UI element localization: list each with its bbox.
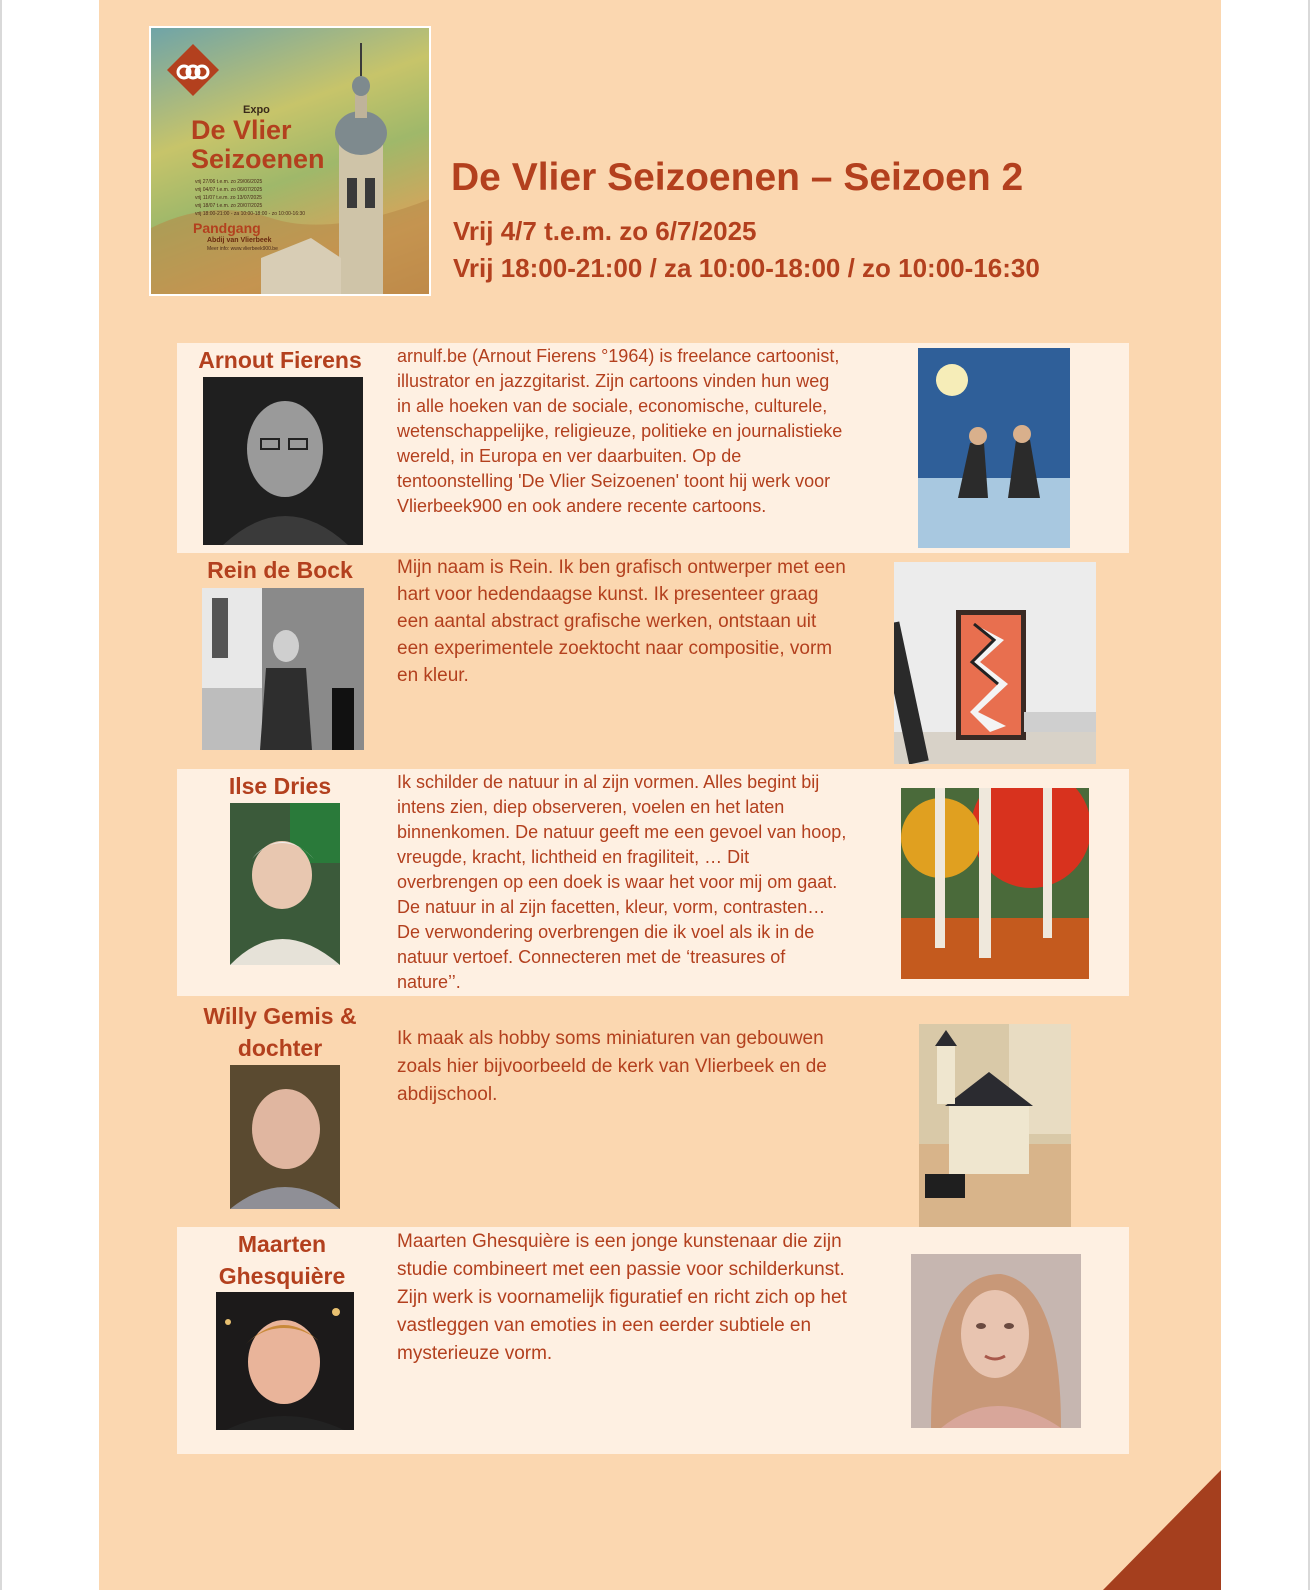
artist-bio: Ik maak als hobby soms miniaturen van gebouwen zoals hier bijvoorbeeld de kerk van Vlierbeek en de abdijschool.	[397, 1028, 827, 1105]
event-dates: Vrij 4/7 t.e.m. zo 6/7/2025	[453, 216, 757, 246]
artist-name: Willy Gemis & dochter	[203, 1003, 357, 1061]
artwork-portrait-painting	[911, 1254, 1081, 1428]
artist-name: Ilse Dries	[228, 773, 332, 799]
poster-venue: Pandgang	[193, 220, 261, 236]
corner-accent	[1103, 1470, 1221, 1590]
poster-title: De Vlier Seizoenen	[191, 115, 325, 174]
expo-poster	[149, 26, 431, 296]
artwork-cartoon	[918, 348, 1070, 548]
artwork-abstract	[894, 562, 1096, 764]
flyer-page	[99, 0, 1221, 1590]
artist-portrait	[230, 803, 340, 965]
poster-expo-label: Expo	[243, 104, 270, 116]
page-title: De Vlier Seizoenen – Seizoen 2	[451, 156, 1024, 199]
artist-bio: arnulf.be (Arnout Fierens °1964) is freelance cartoonist, illustrator en jazzgitarist. Zijn cartoons vinden hun weg in alle hoeken van de sociale, economische, culturele, wetenschappelijke, religieuze, politieke en journalistieke wereld, in Europa en ver daarbuiten. Op de tentoonstelling 'De Vlier Seizoenen' toont hij werk voor Vlierbeek900 en ook andere recente cartoons.	[397, 346, 843, 516]
artist-portrait	[202, 588, 364, 750]
opening-hours: Vrij 18:00-21:00 / za 10:00-18:00 / zo 10:00-16:30	[453, 253, 1040, 283]
artist-name: Maarten Ghesquière	[218, 1231, 346, 1289]
poster-abbey: Abdij van Vlierbeek	[207, 237, 272, 244]
left-edge	[0, 0, 2, 1590]
artist-bio: Ik schilder de natuur in al zijn vormen. Alles begint bij intens zien, diep observeren, voelen en het laten binnenkomen. De natuur geeft me een gevoel van hoop, vreugde, kracht, lichtheid en fragiliteit, … Dit overbrengen op een doek is waar het voor mij om gaat. De natuur in al zijn facetten, kleur, vorm, contrasten… De verwondering overbrengen die ik voel als ik in de natuur vertoef. Connecteren met de ‘treasures of nature’’.	[397, 772, 847, 992]
artist-name: Rein de Bock	[207, 557, 353, 583]
poster-info: Meer info: www.vlierbeek900.be	[207, 246, 278, 252]
artist-portrait	[230, 1065, 340, 1209]
artist-bio: Maarten Ghesquière is een jonge kunstenaar die zijn studie combineert met een passie voor schilderkunst. Zijn werk is voornamelijk figuratief en richt zich op het vastleggen van emoties in een eerder subtiele en mysterieuze vorm.	[397, 1231, 847, 1364]
artist-bio: Mijn naam is Rein. Ik ben grafisch ontwerper met een hart voor hedendaagse kunst. Ik presenteer graag een aantal abstract grafische werken, ontstaan uit een experimentele zoektocht naar compositie, vorm en kleur.	[397, 557, 846, 686]
artist-name: Arnout Fierens	[198, 347, 362, 373]
poster-dates: vrij 27/06 t.e.m. zo 29/06/2025 vrij 04/07 t.e.m. zo 06/07/2025 vrij 11/07 t.e.m. zo 13/07/2025 vrij 18/07 t.e.m. zo 20/07/2025 vrij 18:00-21:00 - za 10:00-18:00 - zo 10:00-16:30	[195, 179, 306, 217]
artist-portrait	[203, 377, 363, 545]
vlierbeek-900-logo	[165, 42, 221, 98]
artwork-miniature-church	[919, 1024, 1071, 1227]
artwork-autumn-painting	[901, 788, 1089, 979]
artist-portrait	[216, 1292, 354, 1430]
